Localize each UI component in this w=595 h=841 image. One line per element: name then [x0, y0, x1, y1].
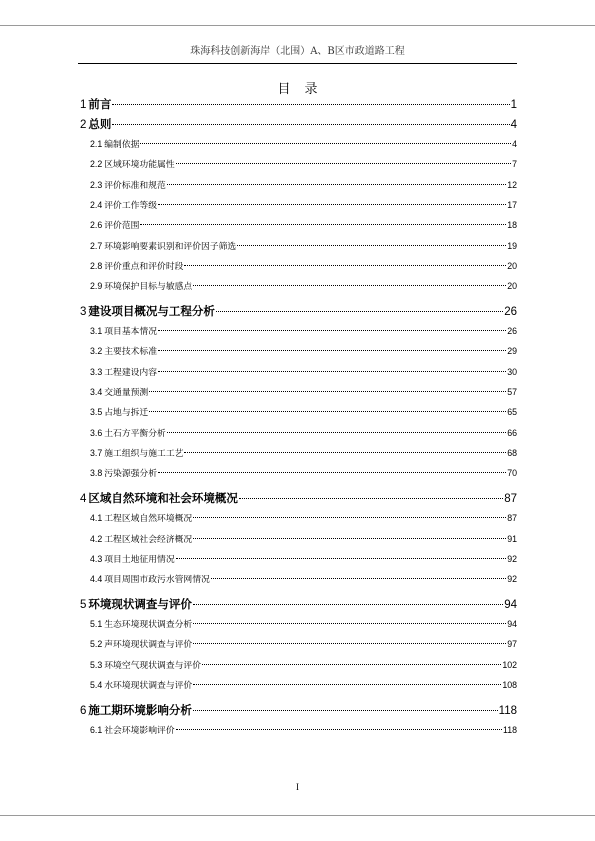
toc-dot-leader: [184, 265, 506, 266]
toc-entry-number: 2.6: [90, 220, 103, 231]
toc-dot-leader: [149, 411, 506, 412]
toc-entry-title: 评价范围: [104, 221, 140, 232]
toc-section-entry[interactable]: [78, 532, 517, 545]
toc-entry-page: 94: [507, 619, 517, 630]
toc-dot-leader: [176, 163, 511, 164]
toc-entry-title: 环境空气现状调查与评价: [104, 660, 202, 671]
toc-dot-leader: [193, 604, 503, 605]
footer-page-number: I: [296, 782, 299, 792]
toc-entry-number: 3.1: [90, 326, 103, 337]
toc-section-entry[interactable]: [78, 157, 517, 170]
toc-entry-number: 3.8: [90, 468, 103, 479]
toc-entry-title: 生态环境现状调查分析: [104, 620, 193, 631]
toc-entry-number: 4.2: [90, 533, 103, 544]
toc-section-entry[interactable]: [78, 658, 517, 671]
toc-dot-leader: [211, 578, 506, 579]
toc-entry-number: 3.4: [90, 387, 103, 397]
toc-entry-number: 2: [80, 119, 87, 131]
toc-section-entry[interactable]: [78, 405, 517, 418]
document-header-title: 珠海科技创新海岸（北围）A、B区市政道路工程: [190, 46, 405, 57]
toc-entry-number: 5.4: [90, 680, 103, 690]
toc-entry-title: 区域自然环境和社会环境概况: [88, 491, 238, 506]
toc-entry-number: 5.2: [90, 639, 103, 650]
toc-entry-page: 26: [504, 306, 517, 319]
toc-chapter-entry[interactable]: [78, 596, 517, 612]
toc-dot-leader: [193, 710, 498, 711]
toc-section-entry[interactable]: [78, 723, 517, 736]
toc-dot-leader: [202, 664, 501, 665]
toc-section-entry[interactable]: [78, 137, 517, 150]
toc-dot-leader: [193, 538, 506, 539]
toc-entry-title: 建设项目概况与工程分析: [88, 304, 215, 319]
toc-entry-number: 2.2: [90, 159, 103, 170]
toc-dot-leader: [184, 452, 506, 453]
toc-entry-number: 2.4: [90, 199, 103, 210]
toc-entry-title: 总则: [88, 117, 112, 131]
toc-entry-title: 项目周围市政污水管网情况: [104, 575, 210, 586]
toc-entry-title: 工程建设内容: [104, 367, 158, 378]
toc-entry-number: 2.1: [90, 139, 103, 149]
toc-entry-number: 4.3: [90, 553, 103, 564]
toc-entry-page: 29: [507, 346, 517, 357]
toc-entry-number: 3.3: [90, 366, 103, 377]
toc-entry-title: 环境保护目标与敏感点: [104, 282, 193, 293]
toc-dot-leader: [193, 643, 506, 644]
toc-entry-page: 4: [510, 119, 517, 131]
toc-entry-page: 18: [507, 220, 517, 231]
toc-entry-title: 施工组织与施工工艺: [104, 448, 184, 459]
toc-section-entry[interactable]: [78, 617, 517, 630]
toc-entry-page: 70: [507, 468, 517, 479]
toc-entry-title: 土石方平衡分析: [104, 428, 166, 439]
toc-entry-title: 评价标准和规范: [104, 180, 166, 191]
toc-entry-page: 26: [507, 326, 517, 337]
toc-dot-leader: [140, 224, 506, 225]
toc-dot-leader: [167, 432, 506, 433]
toc-chapter-entry[interactable]: [78, 702, 517, 718]
toc-entry-page: 92: [507, 574, 517, 585]
toc-entry-title: 施工期环境影响分析: [88, 703, 192, 717]
toc-entry-title: 工程区域社会经济概况: [104, 534, 193, 545]
toc-chapter-entry[interactable]: [78, 303, 517, 319]
toc-entry-number: 2.3: [90, 179, 103, 190]
toc-entry-number: 2.9: [90, 281, 103, 292]
toc-entry-page: 91: [507, 533, 517, 544]
toc-entry-title: 环境现状调查与评价: [88, 597, 192, 612]
toc-entry-number: 1: [80, 99, 87, 111]
page-bottom-border: [0, 815, 595, 816]
toc-dot-leader: [239, 498, 503, 499]
toc-section-entry[interactable]: [78, 198, 517, 211]
toc-section-entry[interactable]: [78, 572, 517, 585]
toc-section-entry[interactable]: [78, 637, 517, 650]
toc-entry-title: 水环境现状调查与评价: [104, 681, 193, 691]
toc-entry-page: 17: [507, 199, 517, 210]
toc-dot-leader: [193, 285, 506, 286]
toc-entry-number: 3.6: [90, 427, 103, 438]
toc-entry-page: 102: [502, 659, 517, 670]
toc-dot-leader: [216, 311, 503, 312]
toc-entry-page: 65: [507, 407, 517, 418]
toc-entry-title: 环境影响要素识别和评价因子筛选: [104, 241, 237, 252]
toc-entry-title: 评价工作等级: [104, 200, 158, 211]
toc-chapter-entry[interactable]: [78, 116, 517, 132]
toc-dot-leader: [112, 124, 509, 125]
toc-section-entry[interactable]: [78, 279, 517, 292]
toc-section-entry[interactable]: [78, 426, 517, 439]
toc-section-entry[interactable]: [78, 466, 517, 479]
toc-section-entry[interactable]: [78, 324, 517, 337]
toc-dot-leader: [176, 729, 502, 730]
toc-entry-title: 工程区域自然环境概况: [104, 514, 193, 525]
toc-dot-leader: [193, 684, 501, 685]
toc-entry-page: 20: [507, 281, 517, 292]
toc-entry-title: 前言: [88, 97, 112, 111]
toc-entry-title: 主要技术标准: [104, 347, 158, 358]
toc-chapter-entry[interactable]: [78, 96, 517, 112]
toc-entry-page: 94: [504, 599, 517, 612]
toc-entry-number: 4: [80, 493, 87, 506]
toc-section-entry[interactable]: [78, 678, 517, 691]
toc-section-entry[interactable]: [78, 259, 517, 272]
toc-entry-page: 87: [504, 493, 517, 506]
toc-section-entry[interactable]: [78, 239, 517, 252]
toc-entry-page: 12: [507, 179, 517, 190]
toc-entry-number: 5.1: [90, 619, 103, 630]
toc-entry-page: 66: [507, 427, 517, 438]
toc-section-entry[interactable]: [78, 365, 517, 378]
toc-title: 目录: [277, 82, 332, 97]
toc-entry-page: 7: [512, 159, 517, 170]
toc-dot-leader: [149, 391, 506, 392]
toc-section-entry[interactable]: [78, 344, 517, 357]
toc-dot-leader: [237, 245, 506, 246]
toc-chapter-entry[interactable]: [78, 490, 517, 506]
toc-entry-title: 声环境现状调查与评价: [104, 640, 193, 651]
toc-entry-title: 项目基本情况: [104, 327, 158, 338]
toc-dot-leader: [112, 104, 509, 105]
toc-entry-page: 118: [502, 725, 517, 735]
toc-entry-number: 2.8: [90, 260, 103, 271]
header-rule: [78, 63, 517, 64]
toc-entry-page: 97: [507, 639, 517, 650]
toc-entry-number: 5: [80, 599, 87, 612]
toc-entry-title: 社会环境影响评价: [104, 726, 175, 736]
toc-section-entry[interactable]: [78, 218, 517, 231]
toc-entry-page: 57: [507, 387, 517, 397]
toc-entry-title: 污染源强分析: [104, 469, 158, 480]
toc-section-entry[interactable]: [78, 178, 517, 191]
toc-dot-leader: [158, 472, 506, 473]
toc-section-entry[interactable]: [78, 385, 517, 398]
toc-dot-leader: [176, 558, 507, 559]
toc-section-entry[interactable]: [78, 446, 517, 459]
toc-dot-leader: [167, 184, 506, 185]
toc-dot-leader: [158, 330, 506, 331]
toc-dot-leader: [140, 143, 511, 144]
toc-entry-number: 4.4: [90, 574, 103, 585]
toc-entry-page: 68: [507, 447, 517, 458]
toc-entry-page: 4: [512, 139, 517, 149]
toc-entry-page: 30: [507, 366, 517, 377]
toc-entry-number: 2.7: [90, 240, 103, 251]
toc-entry-number: 3.5: [90, 407, 103, 418]
toc-entry-title: 评价重点和评价时段: [104, 261, 184, 272]
toc-entry-page: 92: [507, 553, 517, 564]
toc-section-entry[interactable]: [78, 511, 517, 524]
toc-entry-number: 6: [80, 705, 87, 717]
toc-entry-title: 交通量预测: [104, 388, 149, 398]
toc-entry-title: 区域环境功能属性: [104, 160, 175, 171]
page-top-border: [0, 25, 595, 26]
toc-entry-page: 108: [502, 680, 517, 690]
toc-entry-page: 19: [507, 240, 517, 251]
toc-entry-title: 项目土地征用情况: [104, 554, 175, 565]
toc-entry-number: 4.1: [90, 513, 103, 524]
toc-entry-page: 1: [510, 99, 517, 111]
toc-dot-leader: [158, 350, 506, 351]
toc-entry-title: 编制依据: [104, 140, 140, 150]
toc-entry-number: 5.3: [90, 659, 103, 670]
toc-entry-number: 3.7: [90, 447, 103, 458]
toc-entry-page: 118: [498, 705, 517, 717]
toc-entry-page: 87: [507, 513, 517, 524]
toc-entry-number: 6.1: [90, 725, 103, 735]
toc-entry-title: 占地与拆迁: [104, 408, 149, 419]
toc-section-entry[interactable]: [78, 552, 517, 565]
toc-dot-leader: [158, 371, 506, 372]
toc-entry-page: 20: [507, 260, 517, 271]
toc-dot-leader: [193, 623, 506, 624]
toc-entry-number: 3.2: [90, 346, 103, 357]
toc-dot-leader: [193, 517, 506, 518]
toc-entry-number: 3: [80, 306, 87, 319]
toc-dot-leader: [158, 204, 506, 205]
